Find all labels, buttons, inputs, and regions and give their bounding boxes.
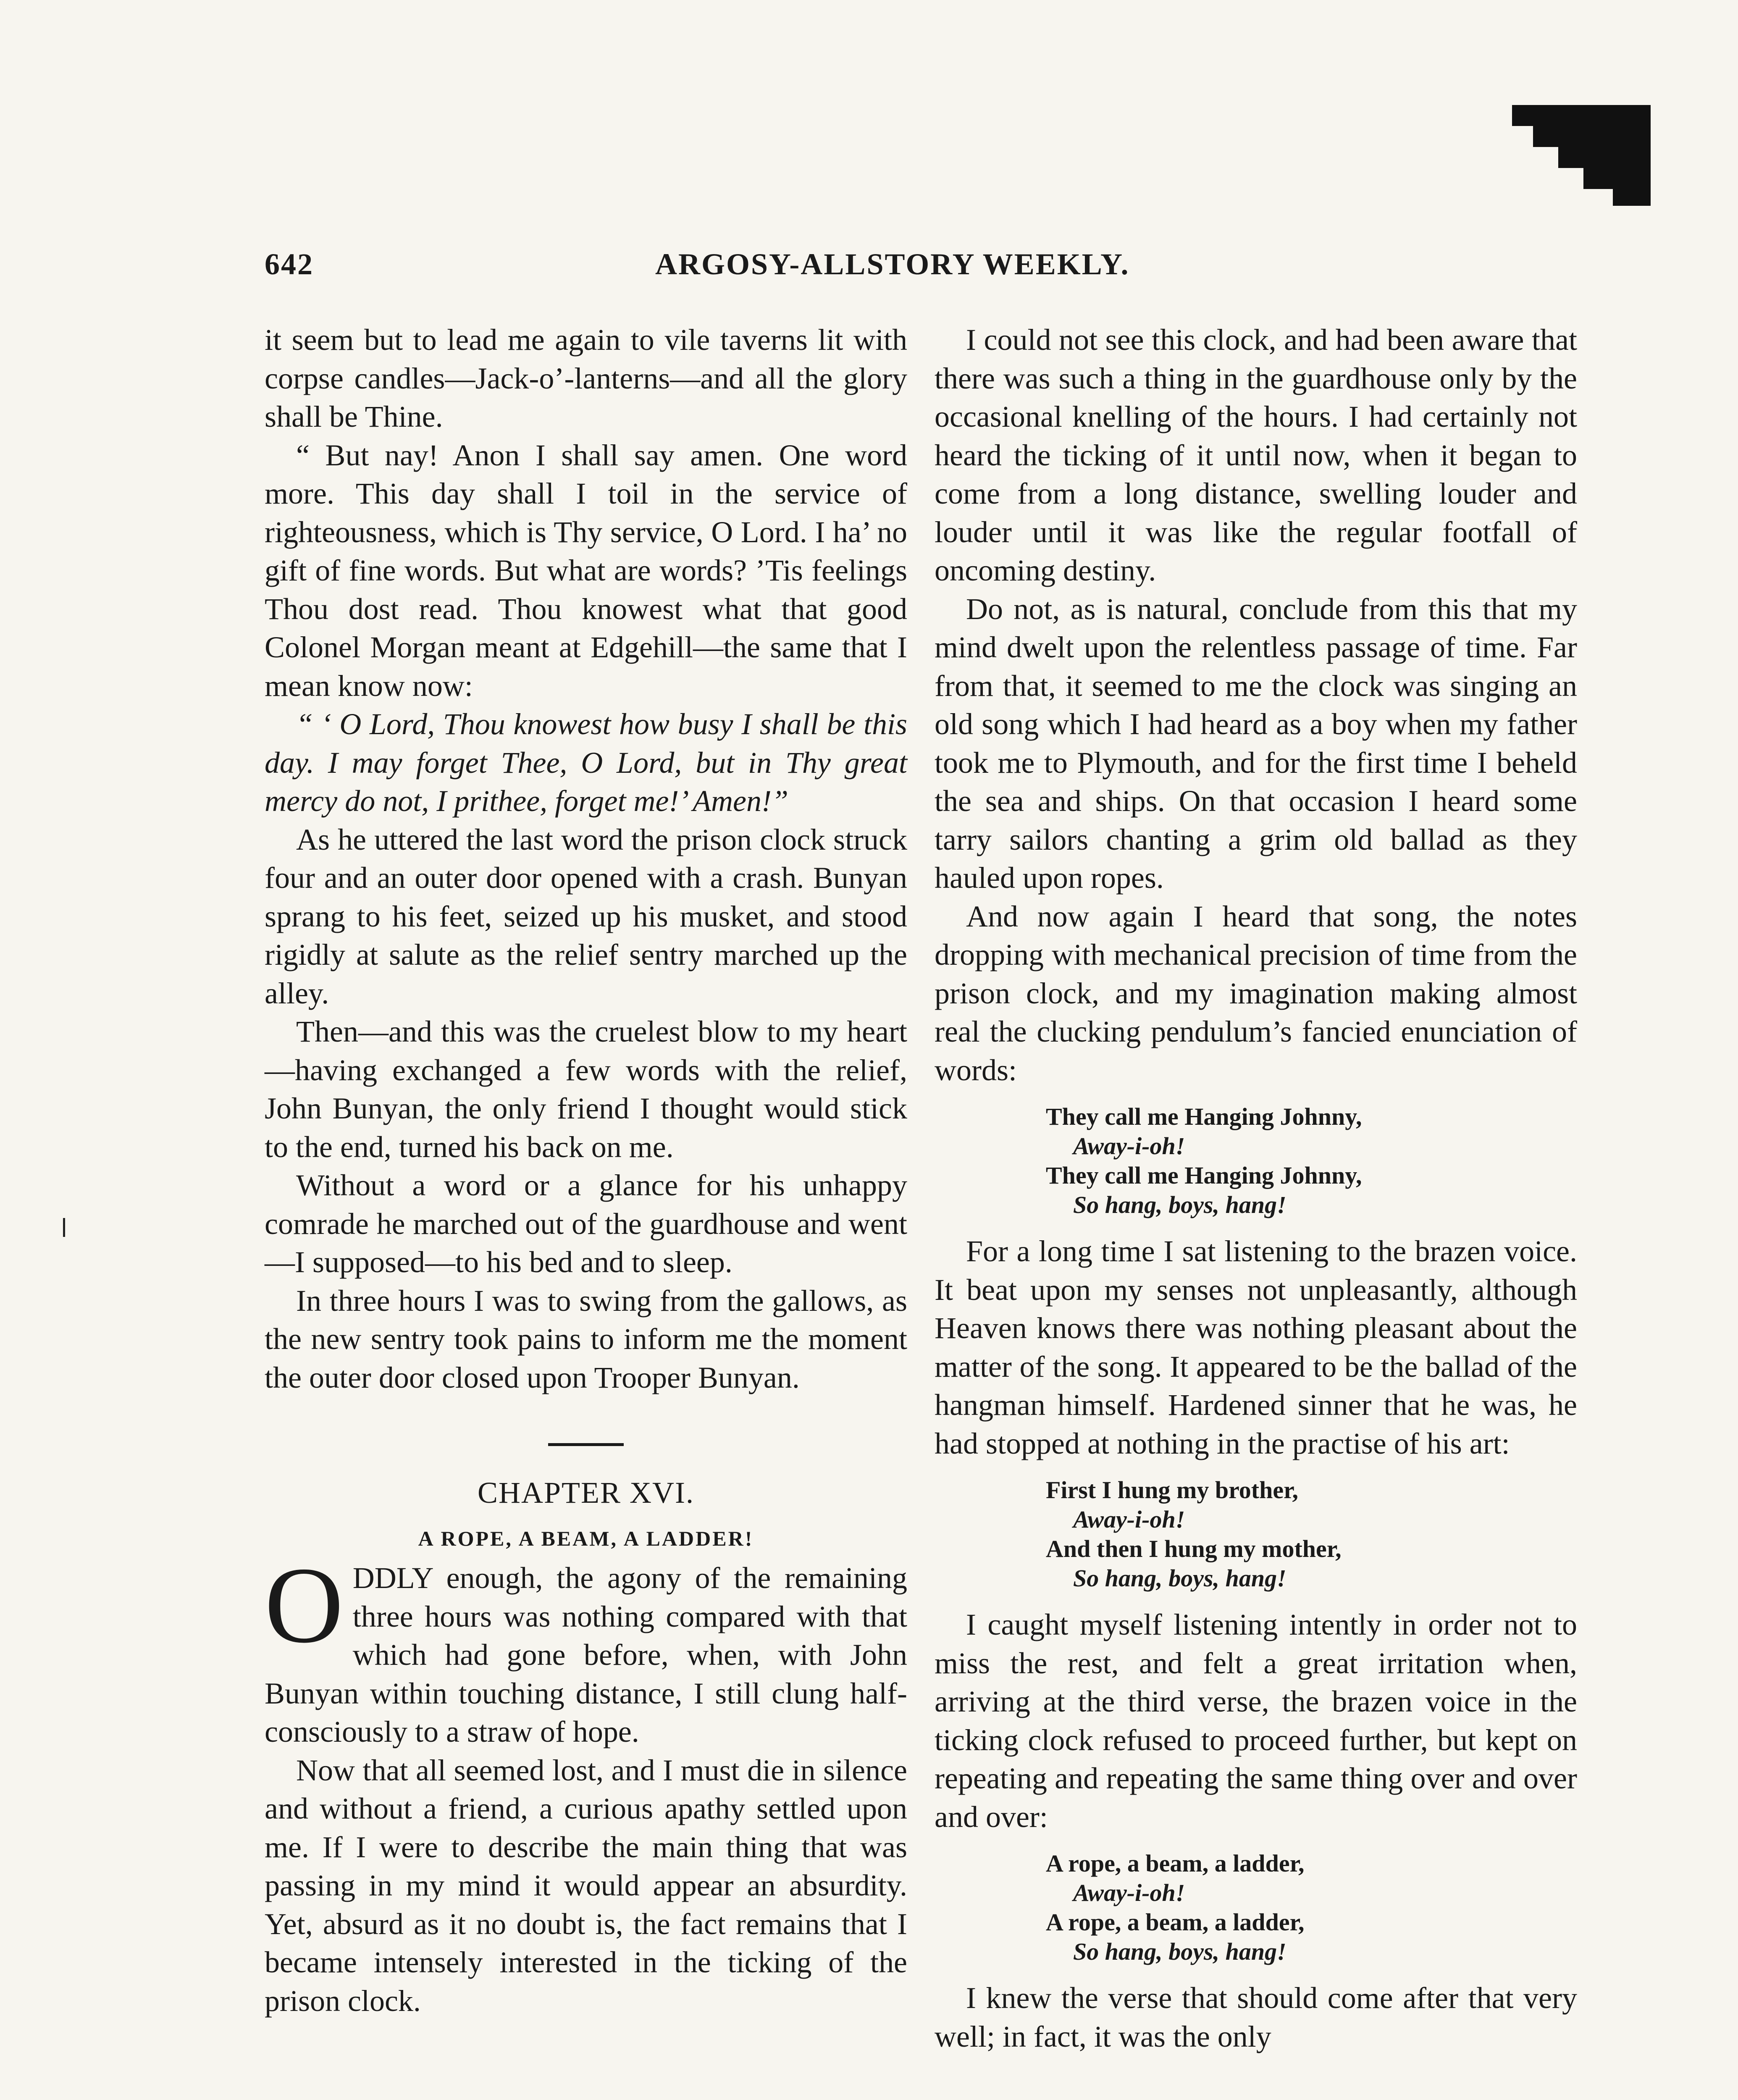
verse-rope-beam-ladder: [1046, 1849, 1577, 1966]
paragraph: I could not see this clock, and had been aware that there was such a thing in the guardhouse only by the occasional knelling of the hours. I had certainly not heard the ticking of it until now, when it began to come from a long distance, swelling louder and louder until it was like the regular footfall of oncoming destiny.: [935, 323, 1577, 587]
paragraph: And now again I heard that song, the notes dropping with mechanical precision of time from the prison clock, and my imagination making almost real the clucking pendulum’s fancied enunciation of words:: [935, 899, 1577, 1087]
verse-line: Away-i-oh!: [1073, 1506, 1185, 1533]
verse-line: First I hung my brother,: [1046, 1476, 1299, 1504]
paragraph: In three hours I was to swing from the gallows, as the new sentry took pains to inform me the moment the outer door closed upon Trooper Bunyan.: [265, 1284, 907, 1394]
paragraph: Without a word or a glance for his unhappy comrade he marched out of the guardhouse and went—I supposed—to his bed and to sleep.: [265, 1168, 907, 1279]
paragraph: Then—and this was the cruelest blow to my heart—having exchanged a few words with the relief, John Bunyan, the only friend I thought would stick to the end, turned his back on me.: [265, 1015, 907, 1164]
left-column: [265, 321, 907, 2020]
verse-line: Away-i-oh!: [1073, 1132, 1185, 1160]
page-corner-mark: [1512, 105, 1651, 206]
running-title: ARGOSY-ALLSTORY WEEKLY.: [655, 247, 1130, 281]
paragraph: As he uttered the last word the prison clock struck four and an outer door opened with a crash. Bunyan sprang to his feet, seized up his musket, and stood rigidly at salute as the relief sentry marched up the alley.: [265, 822, 907, 1010]
paragraph: I knew the verse that should come after that very well; in fact, it was the only: [935, 1981, 1577, 2053]
paragraph: it seem but to lead me again to vile taverns lit with corpse candles—Jack-o’-lanterns—and all the glory shall be Thine.: [265, 323, 907, 433]
prayer-paragraph: “ ‘ O Lord, Thou knowest how busy I shall be this day. I may forget Thee, O Lord, but in Thy great mercy do not, I prithee, forget me!’ Amen!”: [265, 707, 907, 818]
verse-line: So hang, boys, hang!: [1073, 1938, 1286, 1965]
verse-line: So hang, boys, hang!: [1073, 1191, 1286, 1218]
chapter-opening-paragraph: [265, 1545, 907, 1751]
verse-line: And then I hung my mother,: [1046, 1535, 1342, 1562]
paragraph: I caught myself listening intently in order not to miss the rest, and felt a great irritation when, arriving at the third verse, the brazen voice in the ticking clock refused to proceed further, but kept on repeating and repeating the same thing over and over and over:: [935, 1608, 1577, 1834]
paragraph: Do not, as is natural, conclude from this that my mind dwelt upon the relentless passage of time. Far from that, it seemed to me the clock was singing an old song which I had heard as a boy when my father took me to Plymouth, and for the first time I beheld the sea and ships. On that occasion I heard some tarry sailors chanting a grim old ballad as they hauled upon ropes.: [935, 592, 1577, 895]
drop-cap: O: [265, 1545, 344, 1666]
chapter-subtitle: A ROPE, A BEAM, A LADDER!: [418, 1527, 754, 1550]
opening-text: DDLY enough, the agony of the remaining three hours was nothing compared with that which had gone before, when, with John Bunyan within touching distance, I still clung half-consciously to a straw of hope.: [265, 1561, 907, 1748]
page-number: 642: [265, 247, 314, 281]
verse-line: Away-i-oh!: [1073, 1879, 1185, 1906]
verse-line: A rope, a beam, a ladder,: [1046, 1850, 1305, 1877]
right-column: [935, 321, 1577, 2056]
verse-brother-mother: [1046, 1475, 1577, 1593]
verse-line: A rope, a beam, a ladder,: [1046, 1908, 1305, 1936]
paragraph: “ But nay! Anon I shall say amen. One word more. This day shall I toil in the service of righteousness, which is Thy service, O Lord. I ha’ no gift of fine words. But what are words? ’Tis feelings Thou dost read. Thou knowest what that good Colonel Morgan meant at Edgehill—the same that I mean know now:: [265, 438, 907, 703]
page-header: [265, 247, 1592, 289]
verse-line: So hang, boys, hang!: [1073, 1564, 1286, 1592]
section-divider: [548, 1443, 624, 1446]
margin-tick-mark: [63, 1218, 65, 1237]
chapter-heading: CHAPTER XVI.: [477, 1476, 694, 1509]
verse-line: They call me Hanging Johnny,: [1046, 1103, 1362, 1130]
paragraph: For a long time I sat listening to the brazen voice. It beat upon my senses not unpleasantly, although Heaven knows there was nothing pleasant about the matter of the song. It appeared to be the ballad of the hangman himself. Hardened sinner that he was, he had stopped at nothing in the practise of his art:: [935, 1234, 1577, 1460]
paragraph: Now that all seemed lost, and I must die in silence and without a friend, a curious apathy settled upon me. If I were to describe the main thing that was passing in my mind it would appear an absurdity. Yet, absurd as it no doubt is, the fact remains that I became intensely interested in the ticking of the prison clock.: [265, 1753, 907, 2018]
verse-hanging-johnny: [1046, 1102, 1577, 1220]
verse-line: They call me Hanging Johnny,: [1046, 1162, 1362, 1189]
